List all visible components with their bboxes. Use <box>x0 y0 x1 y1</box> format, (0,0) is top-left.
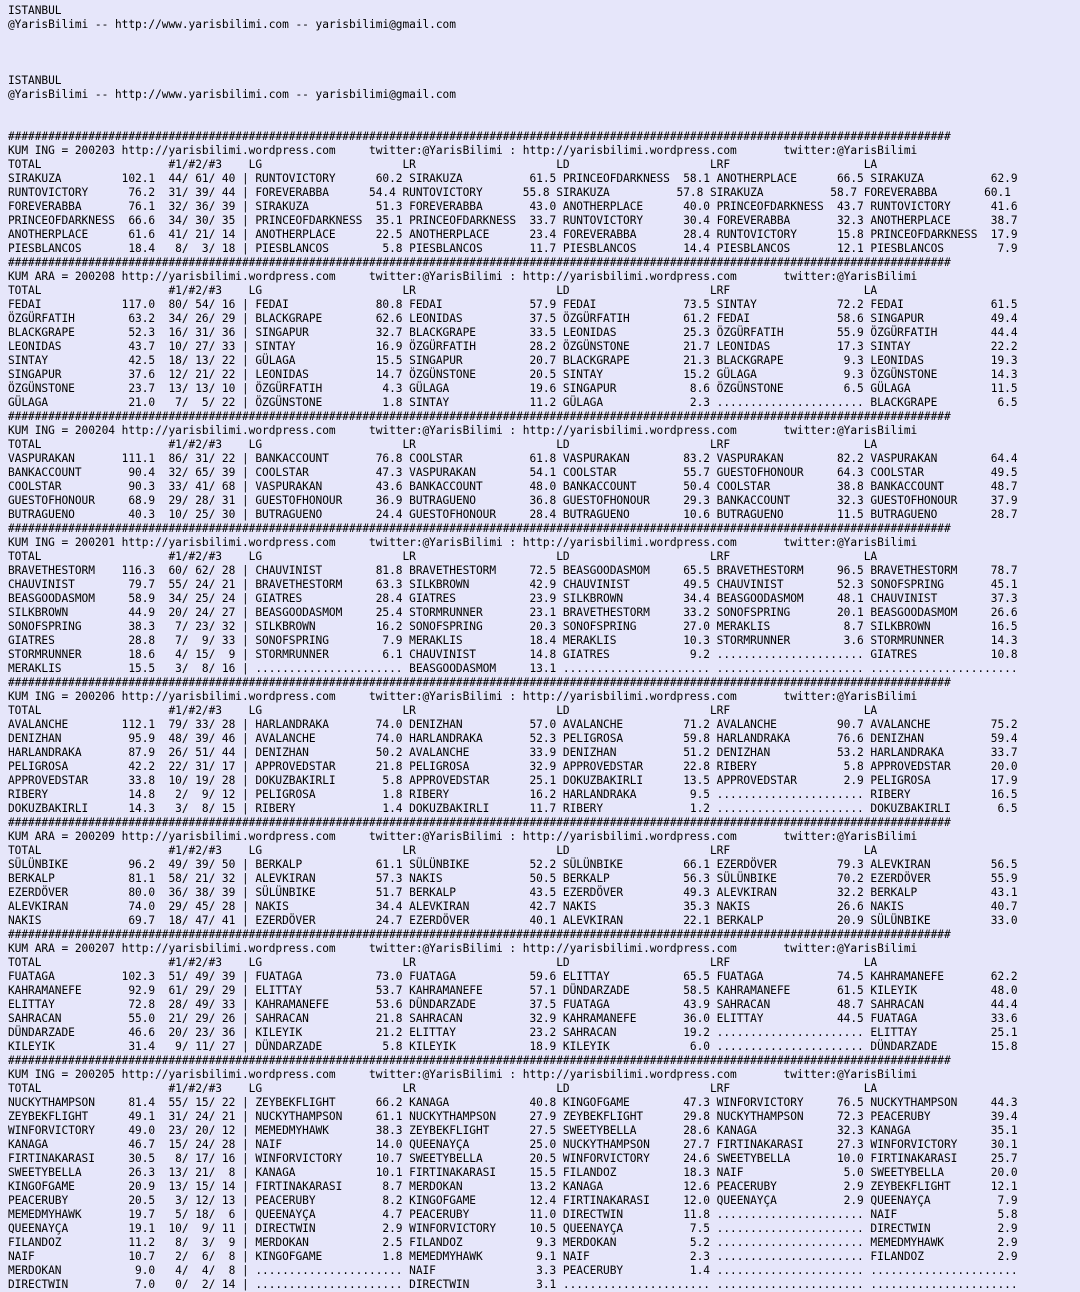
body-line: COOLSTAR 90.3 33/ 41/ 68 | VASPURAKAN 43.6 BANKACCOUNT 48.0 BANKACCOUNT 50.4 COOLSTAR 38.8 BANKACCOUNT 48.7 <box>8 480 1018 493</box>
body-line: SINTAY 42.5 18/ 13/ 22 | GÜLAGA 15.5 SINGAPUR 20.7 BLACKGRAPE 21.3 BLACKGRAPE 9.3 LEONIDAS 19.3 <box>8 354 1018 367</box>
body-line: AVALANCHE 112.1 79/ 33/ 28 | HARLANDRAKA 74.0 DENIZHAN 57.0 AVALANCHE 71.2 AVALANCHE 90.7 AVALANCHE 75.2 <box>8 718 1018 731</box>
body-line: FUATAGA 102.3 51/ 49/ 39 | FUATAGA 73.0 FUATAGA 59.6 ELITTAY 65.5 FUATAGA 74.5 KAHRAMANEFE 62.2 <box>8 970 1018 983</box>
body-line: NUCKYTHAMPSON 81.4 55/ 15/ 22 | ZEYBEKFLIGHT 66.2 KANAGA 40.8 KINGOFGAME 47.3 WINFORVICTORY 76.5 NUCKYTHAMPSON 44.3 <box>8 1096 1018 1109</box>
body-line: ############################################################################################################################################# <box>8 1054 951 1067</box>
body-line: VASPURAKAN 111.1 86/ 31/ 22 | BANKACCOUNT 76.8 COOLSTAR 61.8 VASPURAKAN 83.2 VASPURAKAN 82.2 VASPURAKAN 64.4 <box>8 452 1018 465</box>
body-line: ELITTAY 72.8 28/ 49/ 33 | KAHRAMANEFE 53.6 DÜNDARZADE 37.5 FUATAGA 43.9 SAHRACAN 48.7 SAHRACAN 44.4 <box>8 998 1018 1011</box>
body-line: SÜLÜNBIKE 96.2 49/ 39/ 50 | BERKALP 61.1 SÜLÜNBIKE 52.2 SÜLÜNBIKE 66.1 EZERDÖVER 79.3 ALEVKIRAN 56.5 <box>8 858 1018 871</box>
body-line: ANOTHERPLACE 61.6 41/ 21/ 14 | ANOTHERPLACE 22.5 ANOTHERPLACE 23.4 FOREVERABBA 28.4 RUNTOVICTORY 15.8 PRINCEOFDARKNESS 17.9 <box>8 228 1018 241</box>
body-line: FIRTINAKARASI 30.5 8/ 17/ 16 | WINFORVICTORY 10.7 SWEETYBELLA 20.5 WINFORVICTORY 24.6 SWEETYBELLA 10.0 FIRTINAKARASI 25.7 <box>8 1152 1018 1165</box>
header-line: ISTANBUL <box>8 4 62 17</box>
body-line: FOREVERABBA 76.1 32/ 36/ 39 | SIRAKUZA 51.3 FOREVERABBA 43.0 ANOTHERPLACE 40.0 PRINCEOFDARKNESS 43.7 RUNTOVICTORY 41.6 <box>8 200 1018 213</box>
body-line: BUTRAGUENO 40.3 10/ 25/ 30 | BUTRAGUENO 24.4 GUESTOFHONOUR 28.4 BUTRAGUENO 10.6 BUTRAGUENO 11.5 BUTRAGUENO 28.7 <box>8 508 1018 521</box>
body-line: BERKALP 81.1 58/ 21/ 32 | ALEVKIRAN 57.3 NAKIS 50.5 BERKALP 56.3 SÜLÜNBIKE 70.2 EZERDÖVER 55.9 <box>8 872 1018 885</box>
body-line: KAHRAMANEFE 92.9 61/ 29/ 29 | ELITTAY 53.7 KAHRAMANEFE 57.1 DÜNDARZADE 58.5 KAHRAMANEFE 61.5 KILEYIK 48.0 <box>8 984 1018 997</box>
body-line: ############################################################################################################################################# <box>8 256 951 269</box>
body-line: SAHRACAN 55.0 21/ 29/ 26 | SAHRACAN 21.8 SAHRACAN 32.9 KAHRAMANEFE 36.0 ELITTAY 44.5 FUATAGA 33.6 <box>8 1012 1018 1025</box>
body-line: ############################################################################################################################################# <box>8 676 951 689</box>
body-line: KILEYIK 31.4 9/ 11/ 27 | DÜNDARZADE 5.8 KILEYIK 18.9 KILEYIK 6.0 ...................... DÜNDARZADE 15.8 <box>8 1040 1018 1053</box>
body-line: STORMRUNNER 18.6 4/ 15/ 9 | STORMRUNNER 6.1 CHAUVINIST 14.8 GIATRES 9.2 ...................... GIATRES 10.8 <box>8 648 1018 661</box>
body-line: KUM ING = 200205 http://yarisbilimi.wordpress.com twitter:@YarisBilimi : http://yarisbilimi.wordpress.com twitter:@YarisBilimi <box>8 1068 918 1081</box>
body-line: CHAUVINIST 79.7 55/ 24/ 21 | BRAVETHESTORM 63.3 SILKBROWN 42.9 CHAUVINIST 49.5 CHAUVINIST 52.3 SONOFSPRING 45.1 <box>8 578 1018 591</box>
body-line: ZEYBEKFLIGHT 49.1 31/ 24/ 21 | NUCKYTHAMPSON 61.1 NUCKYTHAMPSON 27.9 ZEYBEKFLIGHT 29.8 NUCKYTHAMPSON 72.3 PEACERUBY 39.4 <box>8 1110 1018 1123</box>
body-line: DÜNDARZADE 46.6 20/ 23/ 36 | KILEYIK 21.2 ELITTAY 23.2 SAHRACAN 19.2 ...................... ELITTAY 25.1 <box>8 1026 1018 1039</box>
body-line: KINGOFGAME 20.9 13/ 15/ 14 | FIRTINAKARASI 8.7 MERDOKAN 13.2 KANAGA 12.6 PEACERUBY 2.9 ZEYBEKFLIGHT 12.1 <box>8 1180 1018 1193</box>
body-line: GÜLAGA 21.0 7/ 5/ 22 | ÖZGÜNSTONE 1.8 SINTAY 11.2 GÜLAGA 2.3 ...................... BLACKGRAPE 6.5 <box>8 396 1018 409</box>
body-line: GIATRES 28.8 7/ 9/ 33 | SONOFSPRING 7.9 MERAKLIS 18.4 MERAKLIS 10.3 STORMRUNNER 3.6 STORMRUNNER 14.3 <box>8 634 1018 647</box>
body-line: KUM ING = 200206 http://yarisbilimi.wordpress.com twitter:@YarisBilimi : http://yarisbilimi.wordpress.com twitter:@YarisBilimi <box>8 690 918 703</box>
body-line: KUM ING = 200204 http://yarisbilimi.wordpress.com twitter:@YarisBilimi : http://yarisbilimi.wordpress.com twitter:@YarisBilimi <box>8 424 918 437</box>
body-line: PELIGROSA 42.2 22/ 31/ 17 | APPROVEDSTAR 21.8 PELIGROSA 32.9 APPROVEDSTAR 22.8 RIBERY 5.8 APPROVEDSTAR 20.0 <box>8 760 1018 773</box>
body-line: EZERDÖVER 80.0 36/ 38/ 39 | SÜLÜNBIKE 51.7 BERKALP 43.5 EZERDÖVER 49.3 ALEVKIRAN 32.2 BERKALP 43.1 <box>8 886 1018 899</box>
body-line: RUNTOVICTORY 76.2 31/ 39/ 44 | FOREVERABBA 54.4 RUNTOVICTORY 55.8 SIRAKUZA 57.8 SIRAKUZA 58.7 FOREVERABBA 60.1 <box>8 186 1011 199</box>
body-line: TOTAL #1/#2/#3 LG LR LD LRF LA <box>8 1082 878 1095</box>
body-line: TOTAL #1/#2/#3 LG LR LD LRF LA <box>8 844 878 857</box>
body-line: WINFORVICTORY 49.0 23/ 20/ 12 | MEMEDMYHAWK 38.3 ZEYBEKFLIGHT 27.5 SWEETYBELLA 28.6 KANAGA 32.3 KANAGA 35.1 <box>8 1124 1018 1137</box>
body-line: RIBERY 14.8 2/ 9/ 12 | PELIGROSA 1.8 RIBERY 16.2 HARLANDRAKA 9.5 ...................... RIBERY 16.5 <box>8 788 1018 801</box>
body-line: ÖZGÜRFATIH 63.2 34/ 26/ 29 | BLACKGRAPE 62.6 LEONIDAS 37.5 ÖZGÜRFATIH 61.2 FEDAI 58.6 SINGAPUR 49.4 <box>8 312 1018 325</box>
body-line: ############################################################################################################################################# <box>8 928 951 941</box>
body-line: APPROVEDSTAR 33.8 10/ 19/ 28 | DOKUZBAKIRLI 5.8 APPROVEDSTAR 25.1 DOKUZBAKIRLI 13.5 APPROVEDSTAR 2.9 PELIGROSA 17.9 <box>8 774 1018 787</box>
body-line: TOTAL #1/#2/#3 LG LR LD LRF LA <box>8 284 878 297</box>
body-line: SINGAPUR 37.6 12/ 21/ 22 | LEONIDAS 14.7 ÖZGÜNSTONE 20.5 SINTAY 15.2 GÜLAGA 9.3 ÖZGÜNSTONE 14.3 <box>8 368 1018 381</box>
body-line: MERDOKAN 9.0 4/ 4/ 8 | ...................... NAIF 3.3 PEACERUBY 1.4 ...................... ...................... <box>8 1264 1018 1277</box>
body-line: KUM ARA = 200209 http://yarisbilimi.wordpress.com twitter:@YarisBilimi : http://yarisbilimi.wordpress.com twitter:@YarisBilimi <box>8 830 918 843</box>
body-line: SONOFSPRING 38.3 7/ 23/ 32 | SILKBROWN 16.2 SONOFSPRING 20.3 SONOFSPRING 27.0 MERAKLIS 8.7 SILKBROWN 16.5 <box>8 620 1018 633</box>
body-line: FEDAI 117.0 80/ 54/ 16 | FEDAI 80.8 FEDAI 57.9 FEDAI 73.5 SINTAY 72.2 FEDAI 61.5 <box>8 298 1018 311</box>
body-line: TOTAL #1/#2/#3 LG LR LD LRF LA <box>8 550 878 563</box>
body-line: BLACKGRAPE 52.3 16/ 31/ 36 | SINGAPUR 32.7 BLACKGRAPE 33.5 LEONIDAS 25.3 ÖZGÜRFATIH 55.9 ÖZGÜRFATIH 44.4 <box>8 326 1018 339</box>
body-line: DENIZHAN 95.9 48/ 39/ 46 | AVALANCHE 74.0 HARLANDRAKA 52.3 PELIGROSA 59.8 HARLANDRAKA 76.6 DENIZHAN 59.4 <box>8 732 1018 745</box>
body-line: SWEETYBELLA 26.3 13/ 21/ 8 | KANAGA 10.1 FIRTINAKARASI 15.5 FILANDOZ 18.3 NAIF 5.0 SWEETYBELLA 20.0 <box>8 1166 1018 1179</box>
body-line: SIRAKUZA 102.1 44/ 61/ 40 | RUNTOVICTORY 60.2 SIRAKUZA 61.5 PRINCEOFDARKNESS 58.1 ANOTHERPLACE 66.5 SIRAKUZA 62.9 <box>8 172 1018 185</box>
body-line: DOKUZBAKIRLI 14.3 3/ 8/ 15 | RIBERY 1.4 DOKUZBAKIRLI 11.7 RIBERY 1.2 ...................... DOKUZBAKIRLI 6.5 <box>8 802 1018 815</box>
body-line: PIESBLANCOS 18.4 8/ 3/ 18 | PIESBLANCOS 5.8 PIESBLANCOS 11.7 PIESBLANCOS 14.4 PIESBLANCOS 12.1 PIESBLANCOS 7.9 <box>8 242 1018 255</box>
body-line: ALEVKIRAN 74.0 29/ 45/ 28 | NAKIS 34.4 ALEVKIRAN 42.7 NAKIS 35.3 NAKIS 26.6 NAKIS 40.7 <box>8 900 1018 913</box>
body-line: ############################################################################################################################################# <box>8 816 951 829</box>
body-line: KUM ARA = 200207 http://yarisbilimi.wordpress.com twitter:@YarisBilimi : http://yarisbilimi.wordpress.com twitter:@YarisBilimi <box>8 942 918 955</box>
body-line: TOTAL #1/#2/#3 LG LR LD LRF LA <box>8 158 878 171</box>
body-line: ÖZGÜNSTONE 23.7 13/ 13/ 10 | ÖZGÜRFATIH 4.3 GÜLAGA 19.6 SINGAPUR 8.6 ÖZGÜNSTONE 6.5 GÜLAGA 11.5 <box>8 382 1018 395</box>
body-line: ############################################################################################################################################# <box>8 410 951 423</box>
body-line: TOTAL #1/#2/#3 LG LR LD LRF LA <box>8 704 878 717</box>
header-line: @YarisBilimi -- http://www.yarisbilimi.com -- yarisbilimi@gmail.com <box>8 88 456 101</box>
body-line: BEASGOODASMOM 58.9 34/ 25/ 24 | GIATRES 28.4 GIATRES 23.9 SILKBROWN 34.4 BEASGOODASMOM 48.1 CHAUVINIST 37.3 <box>8 592 1018 605</box>
body-line: ############################################################################################################################################# <box>8 130 951 143</box>
body-line: BRAVETHESTORM 116.3 60/ 62/ 28 | CHAUVINIST 81.8 BRAVETHESTORM 72.5 BEASGOODASMOM 65.5 BRAVETHESTORM 96.5 BRAVETHESTORM 78.7 <box>8 564 1018 577</box>
body-line: TOTAL #1/#2/#3 LG LR LD LRF LA <box>8 956 878 969</box>
body-line: KUM ING = 200201 http://yarisbilimi.wordpress.com twitter:@YarisBilimi : http://yarisbilimi.wordpress.com twitter:@YarisBilimi <box>8 536 918 549</box>
body-line: DIRECTWIN 7.0 0/ 2/ 14 | ...................... DIRECTWIN 3.1 ...................... ...................... ...................... <box>8 1278 1018 1291</box>
body-line: TOTAL #1/#2/#3 LG LR LD LRF LA <box>8 438 878 451</box>
body-line: ############################################################################################################################################# <box>8 522 951 535</box>
body-line: KUM ARA = 200208 http://yarisbilimi.wordpress.com twitter:@YarisBilimi : http://yarisbilimi.wordpress.com twitter:@YarisBilimi <box>8 270 918 283</box>
body-line: FILANDOZ 11.2 8/ 3/ 9 | MERDOKAN 2.5 FILANDOZ 9.3 MERDOKAN 5.2 ...................... MEMEDMYHAWK 2.9 <box>8 1236 1018 1249</box>
body-line: PEACERUBY 20.5 3/ 12/ 13 | PEACERUBY 8.2 KINGOFGAME 12.4 FIRTINAKARASI 12.0 QUEENAYÇA 2.9 QUEENAYÇA 7.9 <box>8 1194 1018 1207</box>
body-line: KUM ING = 200203 http://yarisbilimi.wordpress.com twitter:@YarisBilimi : http://yarisbilimi.wordpress.com twitter:@YarisBilimi <box>8 144 918 157</box>
body-line: NAIF 10.7 2/ 6/ 8 | KINGOFGAME 1.8 MEMEDMYHAWK 9.1 NAIF 2.3 ...................... FILANDOZ 2.9 <box>8 1250 1018 1263</box>
body-line: KANAGA 46.7 15/ 24/ 28 | NAIF 14.0 QUEENAYÇA 25.0 NUCKYTHAMPSON 27.7 FIRTINAKARASI 27.3 WINFORVICTORY 30.1 <box>8 1138 1018 1151</box>
header-line: ISTANBUL <box>8 74 62 87</box>
body-line: SILKBROWN 44.9 20/ 24/ 27 | BEASGOODASMOM 25.4 STORMRUNNER 23.1 BRAVETHESTORM 33.2 SONOFSPRING 20.1 BEASGOODASMOM 26.6 <box>8 606 1018 619</box>
body-line: LEONIDAS 43.7 10/ 27/ 33 | SINTAY 16.9 ÖZGÜRFATIH 28.2 ÖZGÜNSTONE 21.7 LEONIDAS 17.3 SINTAY 22.2 <box>8 340 1018 353</box>
header-line: @YarisBilimi -- http://www.yarisbilimi.com -- yarisbilimi@gmail.com <box>8 18 456 31</box>
body-line: MEMEDMYHAWK 19.7 5/ 18/ 6 | QUEENAYÇA 4.7 PEACERUBY 11.0 DIRECTWIN 11.8 ...................... NAIF 5.8 <box>8 1208 1018 1221</box>
body-line: GUESTOFHONOUR 68.9 29/ 28/ 31 | GUESTOFHONOUR 36.9 BUTRAGUENO 36.8 GUESTOFHONOUR 29.3 BANKACCOUNT 32.3 GUESTOFHONOUR 37.9 <box>8 494 1018 507</box>
body-line: NAKIS 69.7 18/ 47/ 41 | EZERDÖVER 24.7 EZERDÖVER 40.1 ALEVKIRAN 22.1 BERKALP 20.9 SÜLÜNBIKE 33.0 <box>8 914 1018 927</box>
body-line: QUEENAYÇA 19.1 10/ 9/ 11 | DIRECTWIN 2.9 WINFORVICTORY 10.5 QUEENAYÇA 7.5 ...................... DIRECTWIN 2.9 <box>8 1222 1018 1235</box>
body-line: MERAKLIS 15.5 3/ 8/ 16 | ...................... BEASGOODASMOM 13.1 ...................... ...................... ...................... <box>8 662 1018 675</box>
body-line: BANKACCOUNT 90.4 32/ 65/ 39 | COOLSTAR 47.3 VASPURAKAN 54.1 COOLSTAR 55.7 GUESTOFHONOUR 64.3 COOLSTAR 49.5 <box>8 466 1018 479</box>
body-line: HARLANDRAKA 87.9 26/ 51/ 44 | DENIZHAN 50.2 AVALANCHE 33.9 DENIZHAN 51.2 DENIZHAN 53.2 HARLANDRAKA 33.7 <box>8 746 1018 759</box>
body-line: PRINCEOFDARKNESS 66.6 34/ 30/ 35 | PRINCEOFDARKNESS 35.1 PRINCEOFDARKNESS 33.7 RUNTOVICTORY 30.4 FOREVERABBA 32.3 ANOTHERPLACE 38.7 <box>8 214 1018 227</box>
